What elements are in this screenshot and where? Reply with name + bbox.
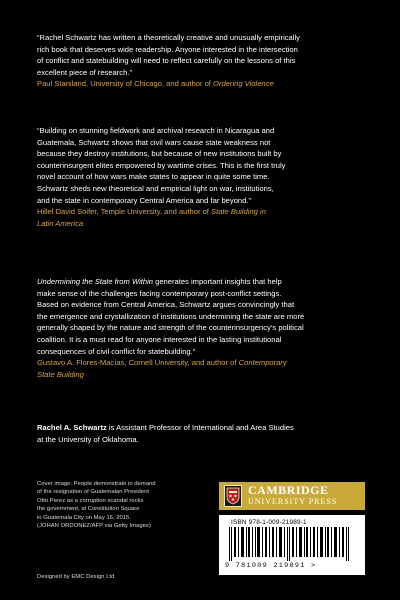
review-2-attribution [37,206,367,229]
review-2-quote: “Building on stunning fieldwork and archival research in Nicaragua and Guatemala, Schwartz shows that civil wars cause state weakness not because they destroy institutions, but because of new institutions built by counterinsurgent elites empowered by wartime crises. This is the first truly novel account of how wars make states to appear in quite some time. Schwartz sheds new theoretical and empirical light on war, institutions, and the state in contemporary Central America and far beyond.” [37,126,286,205]
barcode-panel [219,515,365,575]
review-3-quote-text: generates important insights that help make sense of the challenges facing contemporary post-conflict settings. Based on evidence from Central America, Schwartz argues convincingly that the emergence and crystallization of institutions undermining the state are more generally shaped by the nature and strength of the counterinsurgency’s political coalition. It is a must read for anyone interested in the lasting institutional consequences of civil conflict for statebuilding.” [37,277,305,356]
review-1-quote: “Rachel Schwartz has written a theoretically creative and unusually empirically rich book that deserves wide readership. Anyone interested in the intersection of conflict and statebuilding will need to reflect carefully on the lessons of this excellent piece of research.” [37,33,300,77]
isbn-label: ISBN 978-1-009-21989-1 [231,519,307,526]
review-1-reviewer: Paul Staniland, University of Chicago, and author of [37,79,214,89]
author-description: is Assistant Professor of International and Area Studies at the University of Oklahoma. [37,423,294,444]
author-name: Rachel A. Schwartz [37,423,107,432]
barcode-digits: 9 781009 219891 > [225,562,317,570]
author-bio [37,422,367,445]
cover-image-credit: Cover image: People demonstrate in demand of the resignation of Guatemalan President Otto Perez as a corruption scandal rocks the government, at Constitution Square in Guatemala City on May 16, 2015. (JOHAN ORDONEZ/AFP via Getty Images) [37,481,156,530]
publisher-logo [219,482,365,510]
review-2-reviewer: Hillel David Soifer, Temple University, and author of [37,207,212,217]
author-bio-text [37,422,367,445]
crest-icon [224,485,242,507]
review-2-book: State Building in Latin America [37,207,266,228]
review-2 [37,125,367,229]
designer-credit: Designed by EMC Design Ltd [37,574,115,580]
review-1-book: Ordering Violence [213,79,274,89]
review-1 [37,32,367,90]
review-3-quote [37,276,367,357]
review-3-attribution [37,357,367,380]
publisher-name-line1: CAMBRIDGE [248,483,329,497]
review-1-attribution [37,78,367,90]
review-3-book-title: Undermining the State from Within [37,277,153,286]
review-3-book: Contemporary State Building [37,358,287,379]
publisher-name-line2: UNIVERSITY PRESS [248,497,338,506]
barcode-icon [227,527,357,561]
review-3-reviewer: Gustavo A. Flores-Macías, Cornell University, and author of [37,358,239,368]
review-3 [37,276,367,380]
